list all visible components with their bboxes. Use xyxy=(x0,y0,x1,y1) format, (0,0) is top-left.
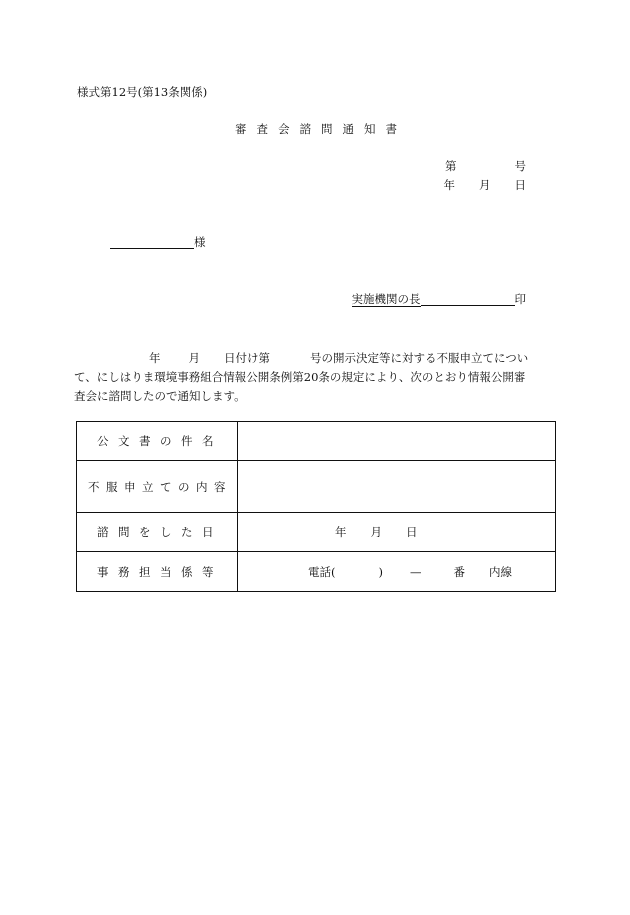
row-value-objection-content[interactable] xyxy=(238,461,556,513)
table-row xyxy=(77,552,556,592)
tel-close: ) xyxy=(378,564,383,579)
row-value-contact[interactable] xyxy=(238,552,556,592)
body-line-2: て、にしはりま環境事務組合情報公開条例第20条の規定により、次のとおり情報公開審 xyxy=(74,370,526,384)
date-month: 月 xyxy=(479,178,491,192)
row-label-objection-content: 不服申立ての内容 xyxy=(77,461,238,513)
inquiry-year: 年 xyxy=(335,525,347,539)
body-month: 月 xyxy=(188,351,200,365)
form-number: 様式第12号(第13条関係) xyxy=(77,85,208,99)
table-row xyxy=(77,513,556,552)
number-prefix: 第 xyxy=(445,159,457,173)
date-day: 日 xyxy=(514,178,526,192)
inquiry-month: 月 xyxy=(370,525,382,539)
body-line-3: 査会に諮問したので通知します。 xyxy=(74,389,246,403)
inquiry-day: 日 xyxy=(406,525,418,539)
document-title: 審査会諮問通知書 xyxy=(235,122,407,136)
addressee-blank[interactable] xyxy=(110,238,194,249)
row-label-contact: 事務担当係等 xyxy=(77,552,238,592)
date-year: 年 xyxy=(443,178,455,192)
body-paragraph xyxy=(74,349,566,406)
row-value-document-subject[interactable] xyxy=(238,422,556,461)
tel-ban: 番 xyxy=(453,564,465,579)
addressee-suffix: 様 xyxy=(194,235,206,249)
row-label-inquiry-date: 諮問をした日 xyxy=(77,513,238,552)
body-year: 年 xyxy=(149,351,161,365)
tel-dash: — xyxy=(410,564,422,579)
row-value-inquiry-date[interactable] xyxy=(238,513,556,552)
sender-line xyxy=(352,294,527,306)
sender-name-blank[interactable] xyxy=(421,295,515,306)
body-dated: 日付け第 xyxy=(224,351,270,365)
row-label-document-subject: 公文書の件名 xyxy=(77,422,238,461)
table-row xyxy=(77,422,556,461)
tel-label: 電話( xyxy=(308,564,336,579)
addressee-line xyxy=(110,237,206,249)
tel-extension: 内線 xyxy=(489,564,512,579)
document-date-line xyxy=(444,180,527,192)
body-line1-rest: 号の開示決定等に対する不服申立てについ xyxy=(310,351,529,365)
table-row xyxy=(77,461,556,513)
body-line-1 xyxy=(86,349,566,368)
info-table xyxy=(76,421,556,592)
number-suffix: 号 xyxy=(514,159,526,173)
document-number-line xyxy=(445,161,526,173)
seal-mark: 印 xyxy=(514,292,526,306)
sender-label: 実施機関の長 xyxy=(351,292,421,306)
